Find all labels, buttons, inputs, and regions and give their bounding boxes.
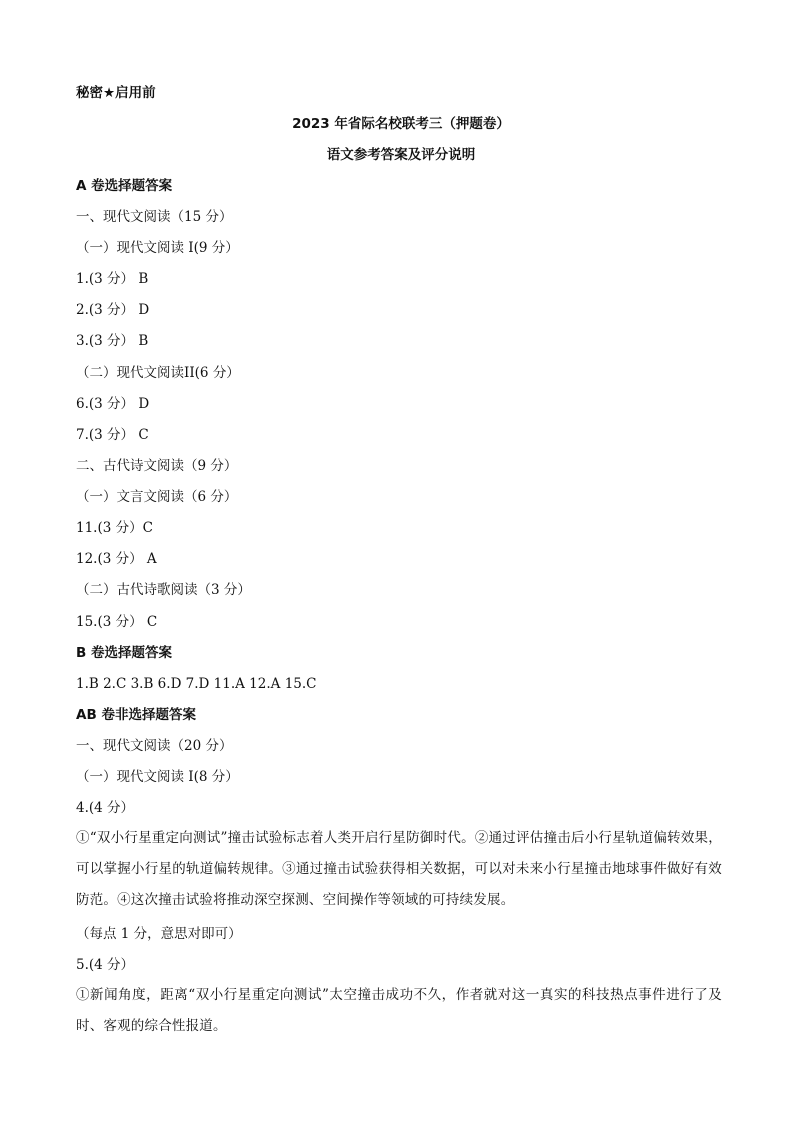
section-a-part1-sub1: （一）现代文阅读 I(9 分）: [76, 240, 239, 256]
answer-q1: 1.(3 分） B: [76, 271, 149, 287]
answer-q15: 15.(3 分） C: [76, 614, 158, 630]
section-b-answers: 1.B 2.C 3.B 6.D 7.D 11.A 12.A 15.C: [76, 676, 317, 692]
confidential-label: 秘密★启用前: [76, 85, 156, 101]
question-5-label: 5.(4 分）: [76, 957, 135, 973]
section-a-part2-sub2: （二）古代诗歌阅读（3 分）: [76, 582, 251, 598]
question-4-label: 4.(4 分）: [76, 800, 135, 816]
section-a-part2: 二、古代诗文阅读（9 分）: [76, 458, 238, 474]
question-4-answer: ①“双小行星重定向测试”撞击试验标志着人类开启行星防御时代。②通过评估撞击后小行星轨道偏转效果，可以掌握小行星的轨道偏转规律。③通过撞击试验获得相关数据，可以对未来小行星撞击地球事件做好有效防范。④这次撞击试验将推动深空探测、空间操作等领域的可持续发展。: [76, 830, 722, 908]
section-ab-heading: AB 卷非选择题答案: [76, 707, 196, 723]
section-a-part1-sub2: （二）现代文阅读II(6 分）: [76, 365, 240, 381]
answer-q3: 3.(3 分） B: [76, 333, 149, 349]
section-b-heading: B 卷选择题答案: [76, 645, 172, 661]
question-5-answer: ①新闻角度，距离“双小行星重定向测试”太空撞击成功不久，作者就对这一真实的科技热点事件进行了及时、客观的综合性报道。: [76, 987, 722, 1034]
section-ab-part1-sub1: （一）现代文阅读 I(8 分）: [76, 769, 239, 785]
document-title: 2023 年省际名校联考三（押题卷）: [292, 116, 510, 132]
answer-q6: 6.(3 分） D: [76, 396, 150, 412]
answer-q11: 11.(3 分）C: [76, 520, 153, 536]
section-a-heading: A 卷选择题答案: [76, 178, 173, 194]
section-a-part1: 一、现代文阅读（15 分）: [76, 209, 233, 225]
question-4-scoring-note: （每点 1 分，意思对即可）: [76, 926, 242, 942]
answer-q2: 2.(3 分） D: [76, 302, 150, 318]
document-subtitle: 语文参考答案及评分说明: [326, 147, 476, 163]
answer-q7: 7.(3 分） C: [76, 427, 149, 443]
section-a-part2-sub1: （一）文言文阅读（6 分）: [76, 489, 238, 505]
section-ab-part1: 一、现代文阅读（20 分）: [76, 738, 233, 754]
answer-q12: 12.(3 分） A: [76, 551, 157, 567]
